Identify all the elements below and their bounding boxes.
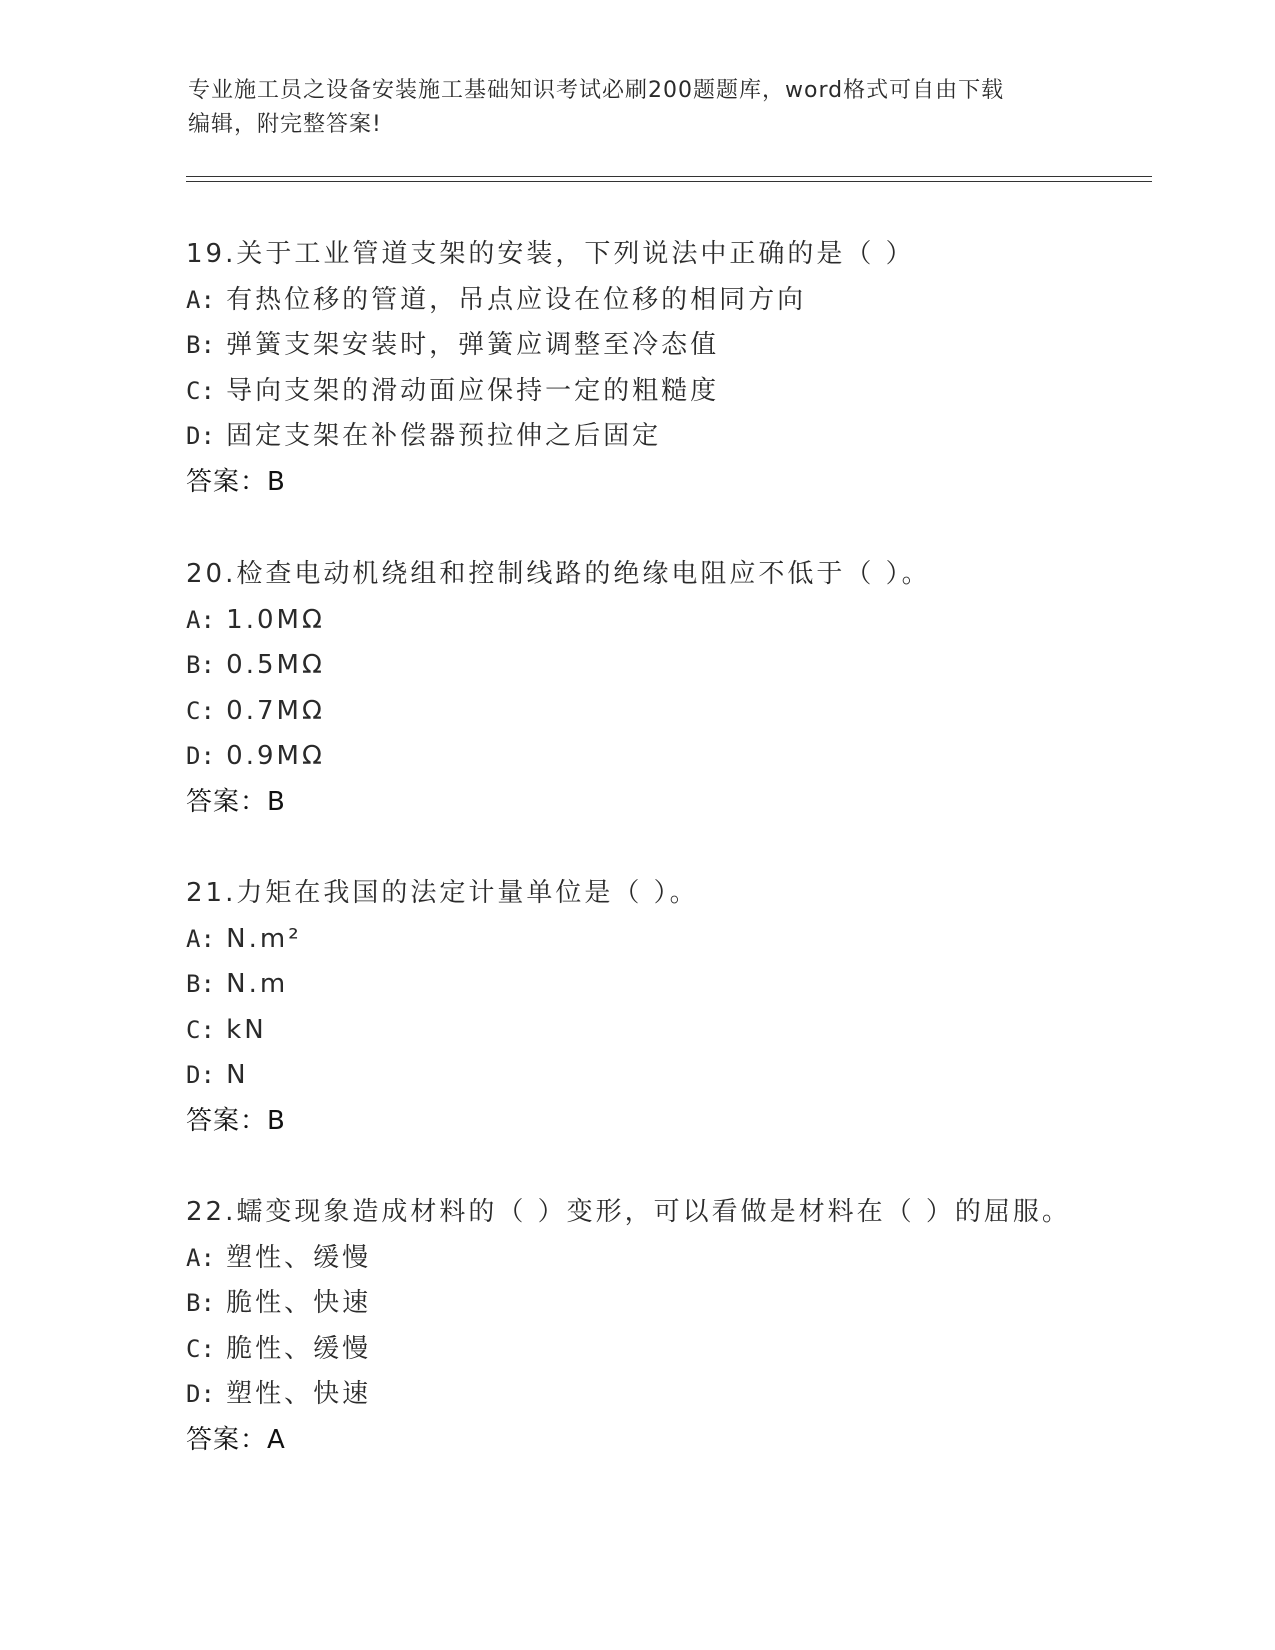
option-b: [186, 1281, 1186, 1327]
option-b: [186, 962, 1186, 1008]
option-text: 塑性、缓慢: [226, 1242, 372, 1273]
option-text: 脆性、缓慢: [226, 1333, 372, 1364]
option-label: C:: [186, 376, 215, 405]
option-d: [186, 414, 1186, 460]
option-text: 1.0MΩ: [226, 604, 325, 635]
option-c: [186, 1008, 1186, 1054]
option-label: D:: [186, 1061, 215, 1089]
header-title-line-2: 编辑，附完整答案!: [188, 112, 382, 137]
option-label: D:: [186, 1380, 215, 1408]
answer-line: 答案：A: [186, 1424, 286, 1455]
option-text: N.m: [226, 969, 289, 999]
option-label: A:: [186, 285, 215, 314]
header-divider-top: [186, 176, 1152, 177]
option-c: [186, 369, 1186, 415]
option-c: [186, 1327, 1186, 1373]
option-label: A:: [186, 605, 215, 634]
option-label: C:: [186, 696, 215, 725]
option-d: [186, 1372, 1186, 1418]
answer-line: 答案：B: [186, 786, 286, 817]
option-text: 0.9MΩ: [226, 741, 325, 771]
option-text: 0.5MΩ: [226, 650, 325, 680]
option-label: B:: [186, 1289, 215, 1317]
option-a: [186, 917, 1186, 963]
option-text: N.m²: [226, 923, 302, 954]
option-label: B:: [186, 970, 215, 998]
answer-line: 答案：B: [186, 466, 286, 497]
option-a: [186, 598, 1186, 644]
question-stem: 19.关于工业管道支架的安装，下列说法中正确的是（ ）: [186, 239, 915, 269]
question-stem: 21.力矩在我国的法定计量单位是（ ）。: [186, 878, 699, 908]
document-header: [188, 74, 1088, 142]
option-text: 弹簧支架安装时，弹簧应调整至冷态值: [226, 330, 720, 360]
question-22: [186, 1190, 1186, 1463]
option-c: [186, 689, 1186, 735]
option-label: D:: [186, 422, 215, 450]
option-label: D:: [186, 742, 215, 770]
question-20: [186, 552, 1186, 825]
option-text: 固定支架在补偿器预拉伸之后固定: [226, 421, 662, 451]
question-stem: 20.检查电动机绕组和控制线路的绝缘电阻应不低于（ ）。: [186, 559, 931, 589]
option-text: kN: [226, 1014, 267, 1045]
option-text: 0.7MΩ: [226, 695, 325, 726]
answer-line: 答案：B: [186, 1105, 286, 1136]
option-a: [186, 1236, 1186, 1282]
option-text: 导向支架的滑动面应保持一定的粗糙度: [226, 375, 720, 406]
option-text: 塑性、快速: [226, 1379, 372, 1409]
header-title-line-1: 专业施工员之设备安装施工基础知识考试必刷200题题库，word格式可自由下载: [188, 78, 1005, 103]
header-divider-bottom: [186, 181, 1152, 182]
option-label: B:: [186, 651, 215, 679]
question-stem: 22.蠕变现象造成材料的（ ）变形，可以看做是材料在（ ）的屈服。: [186, 1197, 1071, 1227]
question-19: [186, 232, 1186, 505]
option-a: [186, 278, 1186, 324]
option-label: C:: [186, 1334, 215, 1363]
option-text: 脆性、快速: [226, 1288, 372, 1318]
question-21: [186, 871, 1186, 1144]
option-label: C:: [186, 1015, 215, 1044]
option-d: [186, 734, 1186, 780]
option-text: N: [226, 1060, 249, 1090]
option-label: A:: [186, 924, 215, 953]
option-b: [186, 643, 1186, 689]
option-label: B:: [186, 331, 215, 359]
option-label: A:: [186, 1243, 215, 1272]
option-b: [186, 323, 1186, 369]
option-d: [186, 1053, 1186, 1099]
option-text: 有热位移的管道，吊点应设在位移的相同方向: [226, 284, 807, 315]
